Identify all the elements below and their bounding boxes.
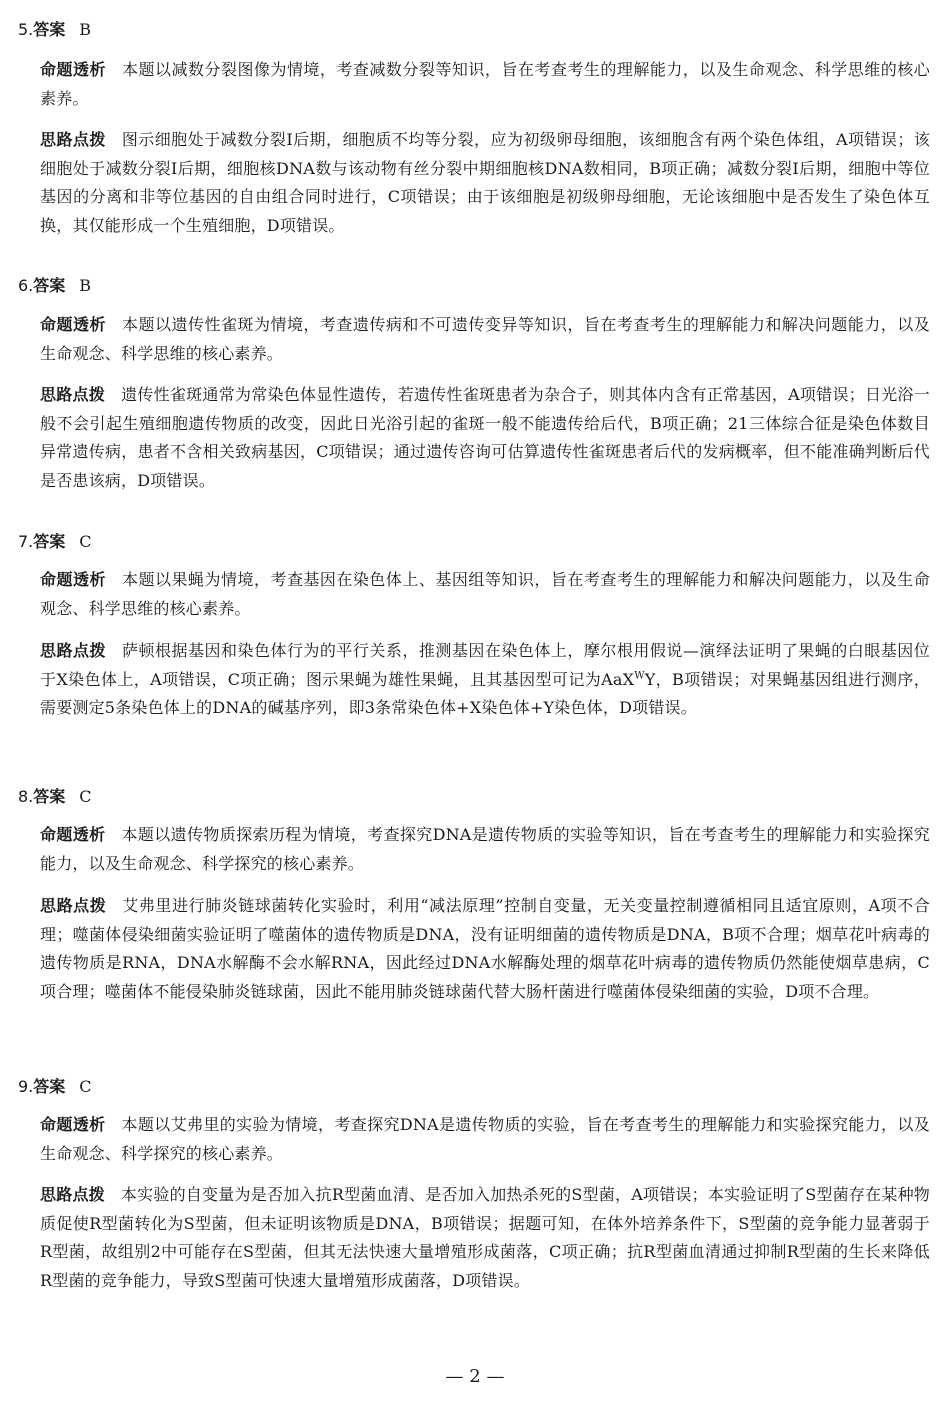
analysis-paragraph-9: [40, 1181, 930, 1295]
answer-label: 答案: [33, 1077, 66, 1096]
analysis-label: 思路点拨: [40, 641, 106, 660]
analysis-text: 遗传性雀斑通常为常染色体显性遗传，若遗传性雀斑患者为杂合子，则其体内含有正常基因，A项错误；日光浴一般不会引起生殖细胞遗传物质的改变，因此日光浴引起的雀斑一般不能遗传给后代，B项正确；21三体综合征是染色体数目异常遗传病，患者不含相关致病基因，C项错误；通过遗传咨询可估算遗传性雀斑患者后代的发病概率，但不能准确判断后代是否患该病，D项错误。: [40, 385, 930, 490]
question-number: 5.: [18, 20, 34, 39]
intent-paragraph-9: [40, 1111, 930, 1168]
analysis-text-post: Y，B项错误；对果蝇基因组进行测序，需要测定5条染色体上的DNA的碱基序列，即3条常染色体+X染色体+Y染色体，D项错误。: [40, 669, 930, 717]
answer-value: C: [79, 787, 92, 806]
answer-label: 答案: [33, 787, 66, 806]
analysis-text-pre: 萨顿根据基因和染色体行为的平行关系，推测基因在染色体上，摩尔根用假说—演绎法证明了果蝇的白眼基因位于X染色体上，A项错误，C项正确；图示果蝇为雄性果蝇，且其基因型可记为AaX: [40, 641, 930, 689]
intent-text: 本题以果蝇为情境，考查基因在染色体上、基因组等知识，旨在考查考生的理解能力和解决问题能力，以及生命观念、科学思维的核心素养。: [40, 570, 930, 618]
answer-value: C: [79, 532, 92, 551]
analysis-paragraph-7: [40, 637, 930, 723]
answer-line-7: [18, 532, 92, 552]
intent-paragraph-6: [40, 311, 930, 368]
intent-text: 本题以减数分裂图像为情境，考查减数分裂等知识，旨在考查考生的理解能力，以及生命观念、科学思维的核心素养。: [40, 60, 930, 108]
question-number: 8.: [18, 787, 34, 806]
answer-line-9: [18, 1077, 92, 1097]
question-number: 7.: [18, 532, 34, 551]
allele-superscript: W: [634, 670, 645, 682]
answer-line-6: [18, 276, 91, 296]
answer-value: B: [79, 276, 92, 295]
question-number: 6.: [18, 276, 34, 295]
intent-paragraph-7: [40, 566, 930, 623]
analysis-label: 思路点拨: [40, 896, 107, 915]
analysis-text: 艾弗里进行肺炎链球菌转化实验时，利用“减法原理”控制自变量，无关变量控制遵循相同且适宜原则，A项不合理；噬菌体侵染细菌实验证明了噬菌体的遗传物质是DNA，没有证明细菌的遗传物质是DNA，B项不合理；烟草花叶病毒的遗传物质是RNA，DNA水解酶不会水解RNA，因此经过DNA水解酶处理的烟草花叶病毒的遗传物质仍然能使烟草患病，C项合理；噬菌体不能侵染肺炎链球菌，因此不能用肺炎链球菌代替大肠杆菌进行噬菌体侵染细菌的实验，D项不合理。: [40, 896, 930, 1001]
answer-line-5: [18, 20, 91, 40]
question-number: 9.: [18, 1077, 34, 1096]
page-number: — 2 —: [445, 1366, 505, 1387]
analysis-paragraph-5: [40, 126, 930, 240]
analysis-text: 本实验的自变量为是否加入抗R型菌血清、是否加入加热杀死的S型菌，A项错误；本实验证明了S型菌存在某种物质促使R型菌转化为S型菌，但未证明该物质是DNA，B项错误；据题可知，在体外培养条件下，S型菌的竞争能力显著弱于R型菌，故组别2中可能存在S型菌，但其无法快速大量增殖形成菌落，C项正确；抗R型菌血清通过抑制R型菌的生长来降低R型菌的竞争能力，导致S型菌可快速大量增殖形成菌落，D项错误。: [40, 1185, 930, 1290]
analysis-paragraph-6: [40, 381, 930, 495]
intent-label: 命题透析: [40, 60, 106, 79]
answer-value: C: [79, 1077, 92, 1096]
answer-label: 答案: [33, 276, 66, 295]
intent-label: 命题透析: [40, 1115, 106, 1134]
analysis-text: 图示细胞处于减数分裂Ⅰ后期，细胞质不均等分裂，应为初级卵母细胞，该细胞含有两个染色体组，A项错误；该细胞处于减数分裂Ⅰ后期，细胞核DNA数与该动物有丝分裂中期细胞核DNA数相同，B项正确；减数分裂Ⅰ后期，细胞中等位基因的分离和非等位基因的自由组合同时进行，C项错误；由于该细胞是初级卵母细胞，无论该细胞中是否发生了染色体互换，其仅能形成一个生殖细胞，D项错误。: [40, 130, 930, 235]
intent-text: 本题以艾弗里的实验为情境，考查探究DNA是遗传物质的实验，旨在考查考生的理解能力和实验探究能力，以及生命观念、科学探究的核心素养。: [40, 1115, 930, 1163]
intent-text: 本题以遗传性雀斑为情境，考查遗传病和不可遗传变异等知识，旨在考查考生的理解能力和解决问题能力，以及生命观念、科学思维的核心素养。: [40, 315, 930, 363]
answer-value: B: [79, 20, 92, 39]
analysis-label: 思路点拨: [40, 130, 106, 149]
intent-label: 命题透析: [40, 315, 106, 334]
intent-text: 本题以遗传物质探索历程为情境，考查探究DNA是遗传物质的实验等知识，旨在考查考生的理解能力和实验探究能力，以及生命观念、科学探究的核心素养。: [40, 825, 930, 873]
analysis-label: 思路点拨: [40, 1185, 105, 1204]
intent-label: 命题透析: [40, 825, 106, 844]
answer-label: 答案: [33, 532, 66, 551]
answer-label: 答案: [33, 20, 66, 39]
intent-label: 命题透析: [40, 570, 106, 589]
intent-paragraph-5: [40, 56, 930, 113]
answer-line-8: [18, 787, 92, 807]
analysis-label: 思路点拨: [40, 385, 106, 404]
intent-paragraph-8: [40, 821, 930, 878]
analysis-paragraph-8: [40, 892, 930, 1006]
